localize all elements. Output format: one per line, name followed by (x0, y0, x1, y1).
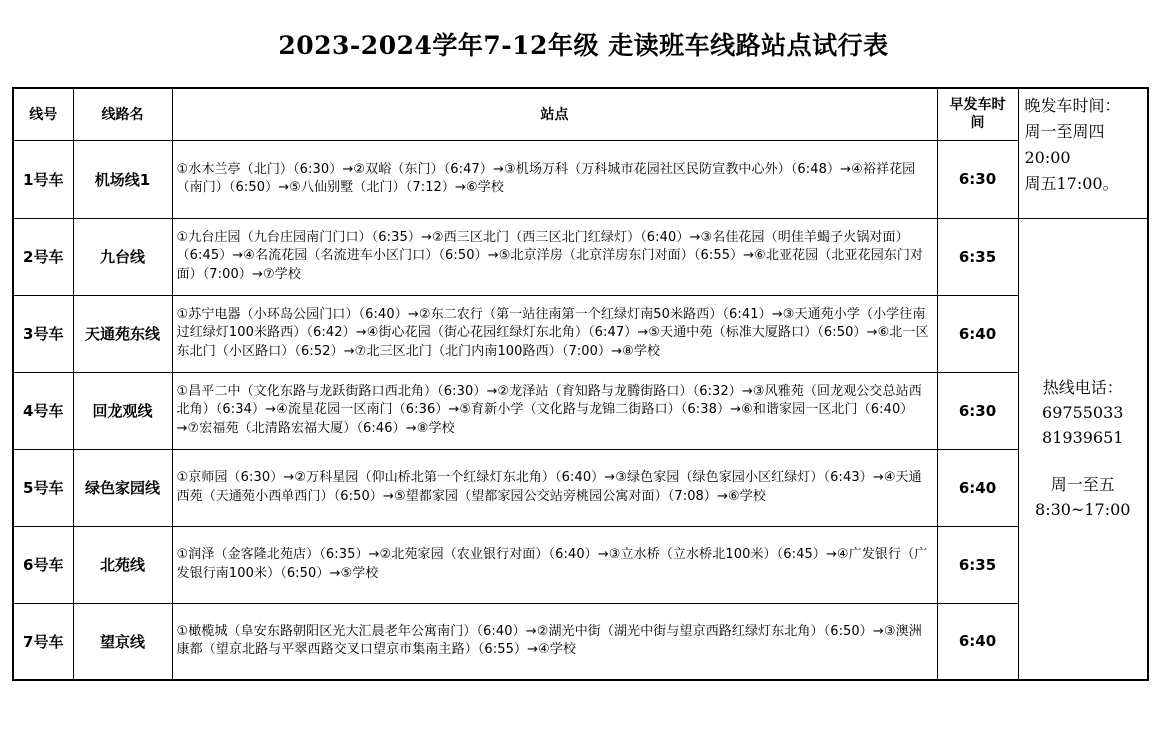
evening-label: 晚发车时间： (1024, 96, 1121, 115)
route-name: 九台线 (73, 218, 172, 295)
departure-time: 6:35 (937, 526, 1018, 603)
table-row (13, 603, 1148, 680)
header-route-name: 线路名 (73, 88, 172, 140)
hotline-label: 热线电话： (1042, 378, 1123, 398)
evening-departure-cell (1018, 88, 1148, 218)
header-departure (937, 88, 1018, 140)
departure-time: 6:30 (937, 372, 1018, 449)
route-stops: ①苏宁电器（小环岛公园门口）（6:40）→②东二农行（第一站往南第一个红绿灯南50米路西）（6:41）→③天通苑小学（小学往南过红绿灯100米路西）（6:42）→④街心花园（街心花园红绿灯东北角）（6:47）→⑤天通中苑（标准大厦路口）（6:50）→⑥北一区东北门（小区路口）（6:52）→⑦北三区北门（北门内南100路西）（7:00）→⑧学校 (172, 295, 937, 372)
table-row (13, 449, 1148, 526)
route-name: 绿色家园线 (73, 449, 172, 526)
car-number: 6号车 (13, 526, 73, 603)
departure-time: 6:40 (937, 295, 1018, 372)
car-number: 3号车 (13, 295, 73, 372)
header-departure-text: 早发车时间 (949, 97, 1006, 132)
evening-weekdays-time: 20:00 (1024, 148, 1071, 167)
route-stops: ①润泽（金客隆北苑店）（6:35）→②北苑家园（农业银行对面）（6:40）→③立水桥（立水桥北100米）（6:45）→④广发银行（广发银行南100米）（6:50）→⑤学校 (172, 526, 937, 603)
route-name: 天通苑东线 (73, 295, 172, 372)
header-row (13, 88, 1148, 140)
evening-weekdays: 周一至周四 (1024, 122, 1105, 141)
spacer (1019, 450, 1148, 472)
route-stops: ①橄榄城（阜安东路朝阳区光大汇晨老年公寓南门）（6:40）→②湖光中街（湖光中街与望京西路红绿灯东北角）（6:50）→③澳洲康都（望京北路与平翠西路交叉口望京市集南主路）（6:55）→④学校 (172, 603, 937, 680)
route-stops: ①京师园（6:30）→②万科星园（仰山桥北第一个红绿灯东北角）（6:40）→③绿色家园（绿色家园小区红绿灯）（6:43）→④天通西苑（天通苑小西单西门）（6:50）→⑤望都家园（望都家园公交站旁桃园公寓对面）（7:08）→⑥学校 (172, 449, 937, 526)
table-row (13, 140, 1148, 218)
route-name: 望京线 (73, 603, 172, 680)
route-stops: ①昌平二中（文化东路与龙跃街路口西北角）（6:30）→②龙泽站（育知路与龙腾街路口）（6:32）→③风雅苑（回龙观公交总站西北角）（6:34）→④流星花园一区南门（6:36）→⑤育新小学（文化路与龙锦二街路口）（6:38）→⑥和谐家园一区北门（6:40）→⑦宏福苑（北清路宏福大厦）（6:46）→⑧学校 (172, 372, 937, 449)
table-row (13, 526, 1148, 603)
departure-time: 6:35 (937, 218, 1018, 295)
car-number: 4号车 (13, 372, 73, 449)
header-stops: 站点 (172, 88, 937, 140)
car-number: 2号车 (13, 218, 73, 295)
route-stops: ①九台庄园（九台庄园南门门口）（6:35）→②西三区北门（西三区北门红绿灯）（6:40）→③名佳花园（明佳羊蝎子火锅对面）（6:45）→④名流花园（名流进车小区门口）（6:50）→⑤北京洋房（北京洋房东门对面）（6:55）→⑥北亚花园（北亚花园东门对面）（7:00）→⑦学校 (172, 218, 937, 295)
hotline-phone-2: 81939651 (1042, 428, 1124, 448)
table-row (13, 218, 1148, 295)
route-name: 机场线1 (73, 140, 172, 218)
table-row (13, 372, 1148, 449)
hotline-cell (1018, 218, 1148, 680)
car-number: 1号车 (13, 140, 73, 218)
route-name: 北苑线 (73, 526, 172, 603)
hotline-phone-1: 69755033 (1042, 403, 1124, 423)
route-stops: ①水木兰亭（北门）（6:30）→②双峪（东门）（6:47）→③机场万科（万科城市花园社区民防宣教中心外）（6:48）→④裕祥花园（南门）（6:50）→⑤八仙别墅（北门）（7:12）→⑥学校 (172, 140, 937, 218)
hotline-hours: 8:30~17:00 (1035, 500, 1131, 520)
evening-friday: 周五17:00。 (1024, 174, 1119, 193)
departure-time: 6:30 (937, 140, 1018, 218)
departure-time: 6:40 (937, 449, 1018, 526)
hotline-days: 周一至五 (1050, 475, 1115, 495)
car-number: 7号车 (13, 603, 73, 680)
schedule-table (12, 87, 1149, 681)
page-title: 2023-2024学年7-12年级 走读班车线路站点试行表 (278, 31, 889, 60)
car-number: 5号车 (13, 449, 73, 526)
header-car-no: 线号 (13, 88, 73, 140)
route-name: 回龙观线 (73, 372, 172, 449)
table-row (13, 295, 1148, 372)
departure-time: 6:40 (937, 603, 1018, 680)
